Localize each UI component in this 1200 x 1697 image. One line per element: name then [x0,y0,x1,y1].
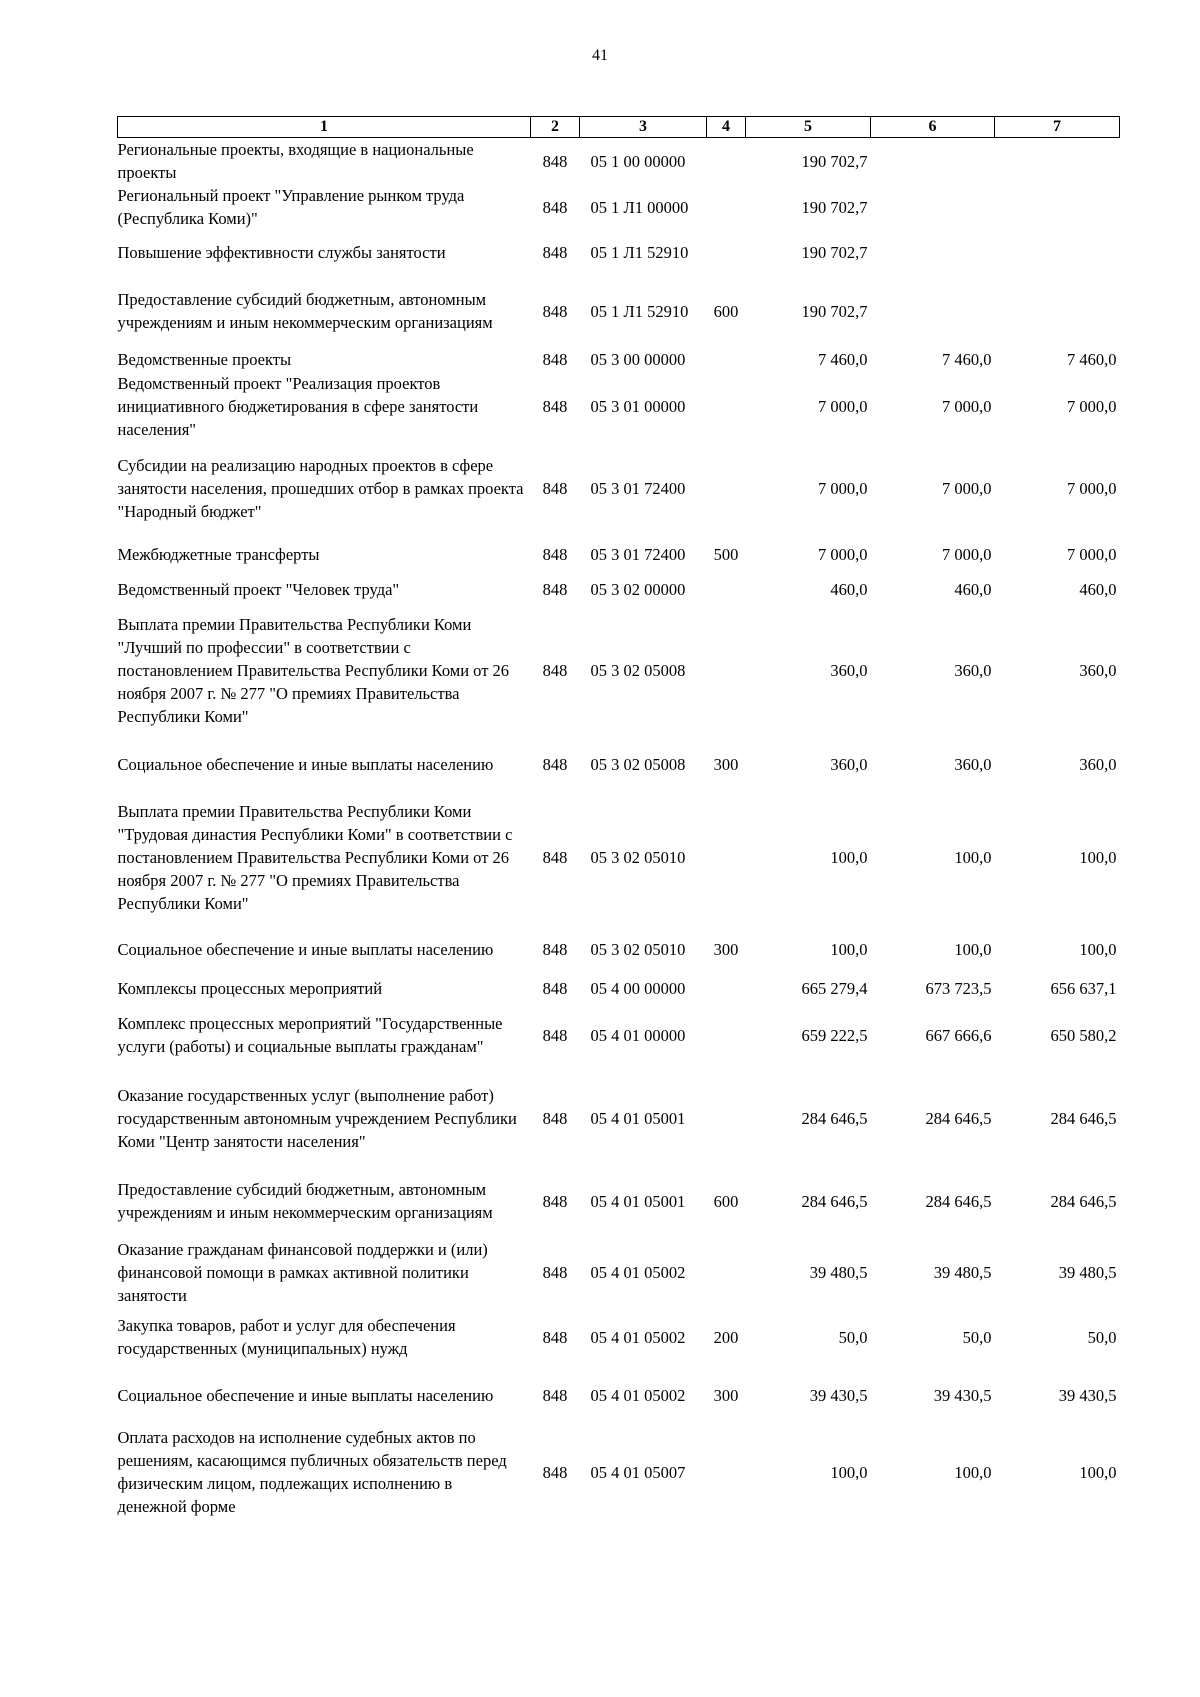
item-name: Предоставление субсидий бюджетным, автономным учреждениям и иным некоммерческим организациям [117,1180,493,1222]
amount-year-3 [995,274,1120,348]
expense-type-code [707,184,746,230]
target-article-code: 05 3 02 00000 [590,579,686,599]
target-article-code: 05 4 01 05001 [590,1191,686,1211]
amount-year-3: 100,0 [1079,1462,1117,1482]
amount-year-1: 460,0 [830,579,868,599]
amount-year-3: 50,0 [1087,1327,1117,1347]
amount-year-2: 284 646,5 [925,1108,992,1128]
admin-code: 848 [542,301,568,321]
amount-year-1: 665 279,4 [801,979,868,998]
amount-year-1: 39 480,5 [809,1262,868,1282]
amount-year-2: 284 646,5 [925,1191,992,1211]
admin-code: 848 [542,939,568,959]
admin-code: 848 [542,1025,568,1045]
target-article-code: 05 4 01 00000 [590,1025,686,1045]
item-name: Региональные проекты, входящие в национальные проекты [117,140,474,182]
target-article-code: 05 3 01 72400 [590,478,686,498]
table-row [118,535,1120,573]
expense-type-code: 600 [713,301,739,321]
item-name: Повышение эффективности службы занятости [117,242,446,262]
amount-year-2: 39 480,5 [933,1262,992,1282]
admin-code: 848 [542,1191,568,1211]
amount-year-1: 100,0 [830,847,868,867]
admin-code: 848 [542,979,568,998]
item-name: Ведомственный проект "Человек труда" [117,579,400,599]
amount-year-1: 360,0 [830,660,868,680]
table-row [118,573,1120,605]
admin-code: 848 [542,1262,568,1282]
amount-year-1: 100,0 [830,939,868,959]
amount-year-2: 673 723,5 [925,979,992,998]
page-number: 41 [592,47,608,64]
amount-year-2: 100,0 [954,939,992,959]
target-article-code: 05 1 Л1 52910 [590,301,689,321]
item-name: Закупка товаров, работ и услуг для обеспечения государственных (муниципальных) нужд [117,1316,456,1358]
amount-year-2: 100,0 [954,1462,992,1482]
amount-year-1: 190 702,7 [801,242,868,262]
admin-code: 848 [542,754,568,774]
column-number-header [118,117,1120,138]
admin-code: 848 [542,847,568,867]
amount-year-3: 100,0 [1079,847,1117,867]
column-header-3: 3 [580,117,707,138]
item-name: Социальное обеспечение и иные выплаты населению [117,1385,494,1405]
amount-year-2: 360,0 [954,754,992,774]
table-row [118,348,1120,371]
expense-type-code: 300 [713,1385,739,1405]
amount-year-2 [871,274,995,348]
item-name: Социальное обеспечение и иные выплаты населению [117,754,494,774]
amount-year-2: 460,0 [954,579,992,599]
expense-type-code: 300 [713,754,739,774]
amount-year-1: 190 702,7 [801,301,868,321]
table-row [118,441,1120,535]
amount-year-3: 7 000,0 [1067,478,1117,498]
expense-type-code [707,138,746,185]
target-article-code: 05 1 Л1 52910 [590,242,689,262]
amount-year-1: 7 460,0 [818,350,868,369]
table-row [118,735,1120,793]
target-article-code: 05 3 02 05010 [590,939,686,959]
amount-year-3: 7 000,0 [1067,396,1117,416]
expense-type-code [707,1424,746,1520]
target-article-code: 05 4 01 05002 [590,1327,686,1347]
table-row [118,1424,1120,1520]
expense-type-code [707,793,746,921]
table-row [118,977,1120,1000]
admin-code: 848 [542,242,568,262]
amount-year-3: 7 460,0 [1067,350,1117,369]
column-header-1: 1 [118,117,531,138]
table-row [118,1366,1120,1424]
target-article-code: 05 3 01 72400 [590,544,686,564]
target-article-code: 05 4 00 00000 [590,979,686,998]
amount-year-2: 50,0 [962,1327,992,1347]
admin-code: 848 [542,1327,568,1347]
target-article-code: 05 4 01 05007 [590,1462,686,1482]
item-name: Оказание гражданам финансовой поддержки и (или) финансовой помощи в рамках активной политики занятости [117,1239,488,1305]
target-article-code: 05 3 02 05008 [590,660,686,680]
amount-year-1: 7 000,0 [818,478,868,498]
admin-code: 848 [542,1462,568,1482]
item-name: Межбюджетные трансферты [117,544,320,564]
expense-type-code: 500 [713,544,739,564]
amount-year-3: 656 637,1 [1050,979,1117,998]
table-row [118,605,1120,735]
amount-year-3: 650 580,2 [1050,1025,1117,1045]
target-article-code: 05 3 01 00000 [590,396,686,416]
amount-year-2: 39 430,5 [933,1385,992,1405]
item-name: Оказание государственных услуг (выполнение работ) государственным автономным учреждением Республики Коми "Центр занятости населения" [117,1085,517,1151]
amount-year-2: 667 666,6 [925,1025,992,1045]
amount-year-1: 659 222,5 [801,1025,868,1045]
table-row [118,1000,1120,1070]
amount-year-2: 7 460,0 [942,350,992,369]
amount-year-2: 360,0 [954,660,992,680]
item-name: Ведомственные проекты [117,350,292,369]
amount-year-3 [995,138,1120,185]
amount-year-1: 7 000,0 [818,396,868,416]
expense-type-code: 300 [713,939,739,959]
amount-year-2: 7 000,0 [942,544,992,564]
table-row [118,138,1120,185]
table-row [118,230,1120,274]
admin-code: 848 [542,544,568,564]
item-name: Предоставление субсидий бюджетным, автономным учреждениям и иным некоммерческим организациям [117,290,493,332]
amount-year-3: 460,0 [1079,579,1117,599]
expense-type-code [707,441,746,535]
expense-type-code [707,573,746,605]
expense-type-code [707,1070,746,1166]
table-row [118,1236,1120,1308]
admin-code: 848 [542,660,568,680]
admin-code: 848 [542,350,568,369]
amount-year-3: 360,0 [1079,754,1117,774]
column-header-6: 6 [871,117,995,138]
item-name: Оплата расходов на исполнение судебных актов по решениям, касающимся публичных обязательств перед физическим лицом, подлежащих исполнению в денежной форме [117,1428,507,1516]
expense-type-code [707,371,746,441]
amount-year-2: 7 000,0 [942,396,992,416]
table-row [118,274,1120,348]
target-article-code: 05 4 01 05002 [590,1262,686,1282]
amount-year-3: 7 000,0 [1067,544,1117,564]
table-row [118,1308,1120,1366]
target-article-code: 05 1 00 00000 [590,151,686,171]
amount-year-1: 284 646,5 [801,1108,868,1128]
amount-year-1: 39 430,5 [809,1385,868,1405]
amount-year-1: 7 000,0 [818,544,868,564]
amount-year-3: 100,0 [1079,939,1117,959]
amount-year-1: 360,0 [830,754,868,774]
amount-year-2 [871,230,995,274]
amount-year-3: 284 646,5 [1050,1108,1117,1128]
target-article-code: 05 3 00 00000 [590,350,686,369]
admin-code: 848 [542,579,568,599]
item-name: Комплексы процессных мероприятий [117,979,383,998]
amount-year-2 [871,184,995,230]
table-body [118,138,1120,1521]
admin-code: 848 [542,1385,568,1405]
expense-type-code [707,605,746,735]
item-name: Субсидии на реализацию народных проектов в сфере занятости населения, прошедших отбор в рамках проекта "Народный бюджет" [117,455,524,521]
table-row [118,184,1120,230]
amount-year-1: 284 646,5 [801,1191,868,1211]
amount-year-3 [995,230,1120,274]
amount-year-1: 190 702,7 [801,197,868,217]
admin-code: 848 [542,396,568,416]
item-name: Ведомственный проект "Реализация проектов инициативного бюджетирования в сфере занятости населения" [117,373,479,439]
target-article-code: 05 1 Л1 00000 [590,197,689,217]
amount-year-3 [995,184,1120,230]
expense-type-code [707,230,746,274]
target-article-code: 05 4 01 05001 [590,1108,686,1128]
item-name: Выплата премии Правительства Республики Коми "Лучший по профессии" в соответствии с постановлением Правительства Республики Коми от 26 ноября 2007 г. № 277 "О премиях Правительства Республики Коми" [117,614,510,726]
table-row [118,1070,1120,1166]
item-name: Комплекс процессных мероприятий "Государственные услуги (работы) и социальные выплаты гражданам" [117,1014,503,1056]
admin-code: 848 [542,151,568,171]
amount-year-2: 100,0 [954,847,992,867]
budget-table [117,116,1120,1520]
amount-year-2 [871,138,995,185]
table-row [118,1166,1120,1236]
admin-code: 848 [542,478,568,498]
item-name: Социальное обеспечение и иные выплаты населению [117,939,494,959]
table-row [118,793,1120,921]
amount-year-3: 39 430,5 [1058,1385,1117,1405]
amount-year-2: 7 000,0 [942,478,992,498]
column-header-2: 2 [531,117,580,138]
item-name: Региональный проект "Управление рынком труда (Республика Коми)" [117,186,465,228]
admin-code: 848 [542,197,568,217]
expense-type-code [707,1000,746,1070]
column-header-5: 5 [746,117,871,138]
target-article-code: 05 3 02 05010 [590,847,686,867]
amount-year-1: 190 702,7 [801,151,868,171]
table-row [118,921,1120,977]
amount-year-1: 50,0 [838,1327,868,1347]
column-header-7: 7 [995,117,1120,138]
amount-year-3: 284 646,5 [1050,1191,1117,1211]
expense-type-code: 600 [713,1191,739,1211]
expense-type-code: 200 [713,1327,739,1347]
column-header-4: 4 [707,117,746,138]
amount-year-3: 39 480,5 [1058,1262,1117,1282]
amount-year-3: 360,0 [1079,660,1117,680]
expense-type-code [707,348,746,371]
table-row [118,371,1120,441]
expense-type-code [707,1236,746,1308]
item-name: Выплата премии Правительства Республики Коми "Трудовая династия Республики Коми" в соответствии с постановлением Правительства Республики Коми от 26 ноября 2007 г. № 277 "О премиях Правительства Республики Коми" [117,801,513,913]
amount-year-1: 100,0 [830,1462,868,1482]
target-article-code: 05 4 01 05002 [590,1385,686,1405]
expense-type-code [707,977,746,1000]
target-article-code: 05 3 02 05008 [590,754,686,774]
admin-code: 848 [542,1108,568,1128]
